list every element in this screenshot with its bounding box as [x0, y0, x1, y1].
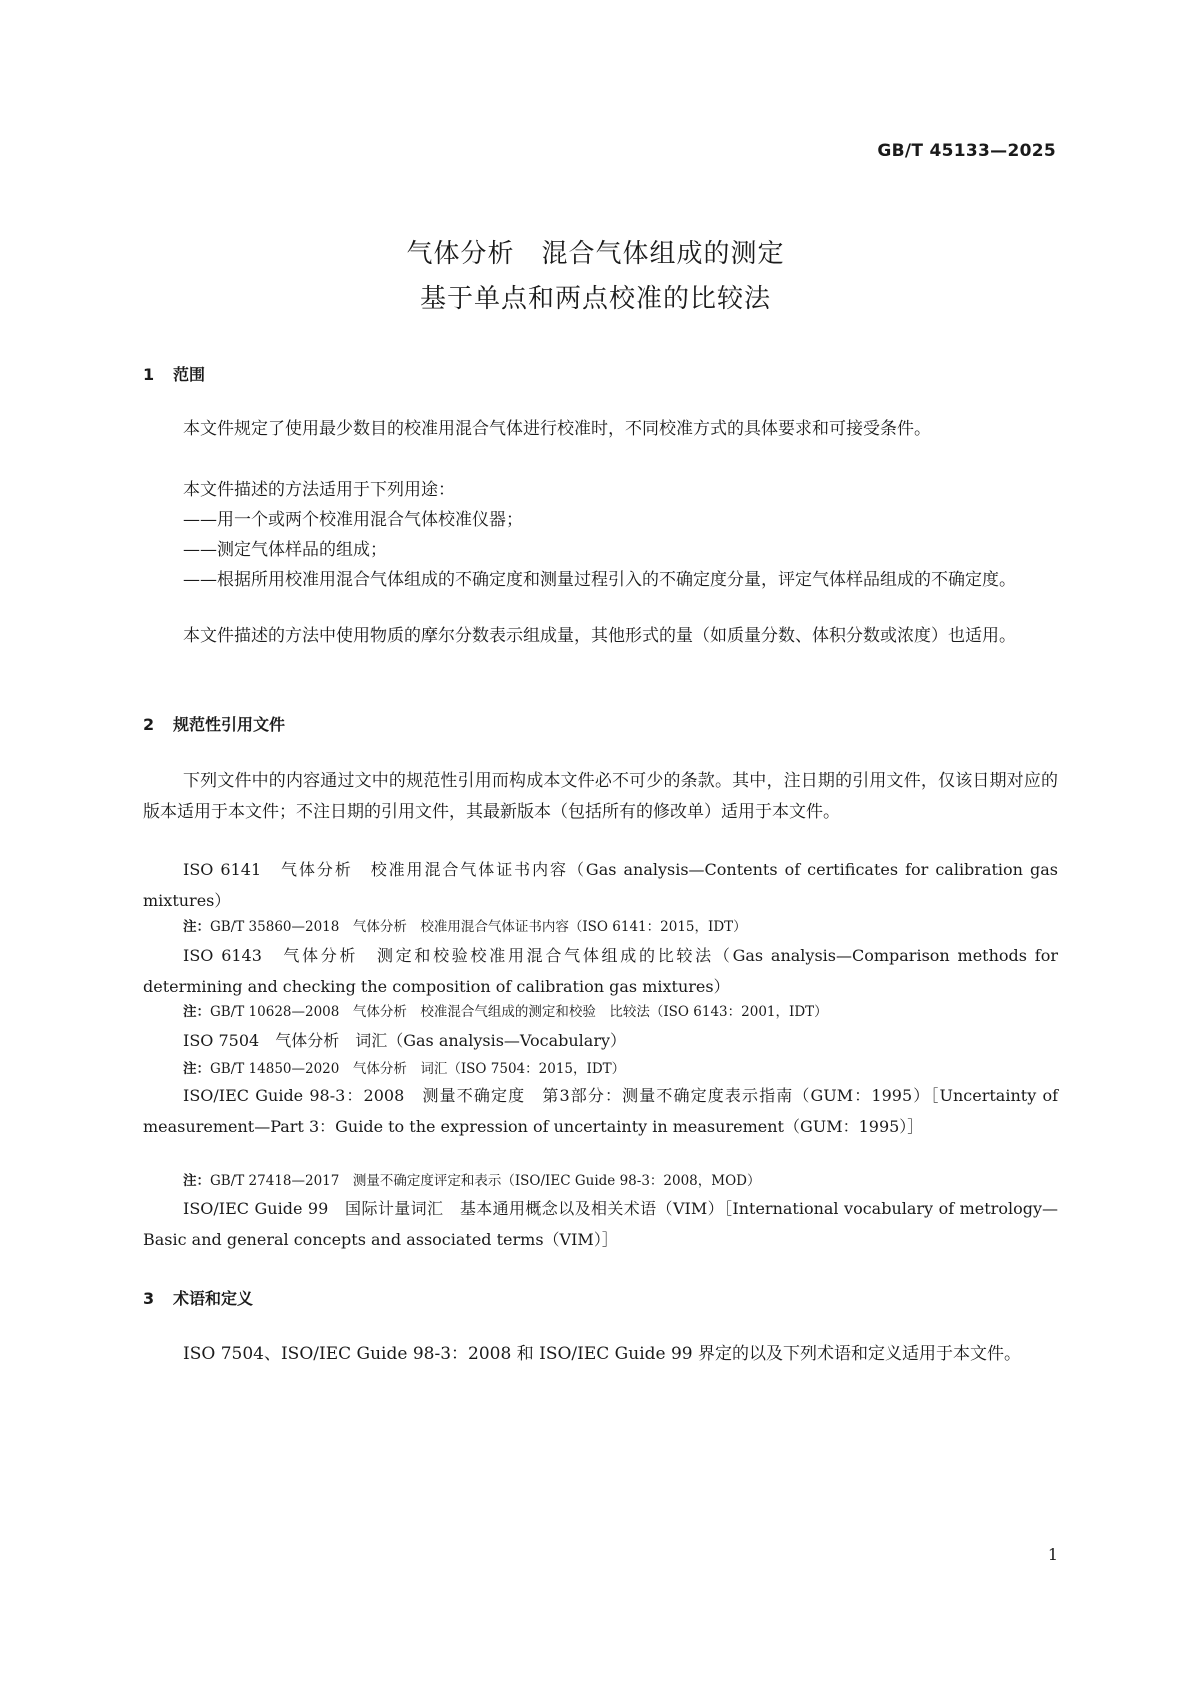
note-label: 注： [183, 919, 210, 935]
standard-code: GB/T 45133—2025 [877, 141, 1056, 161]
section-title: 术语和定义 [173, 1289, 254, 1308]
section-3-heading [143, 1286, 253, 1309]
section-1-paragraph-1: 本文件规定了使用最少数目的校准用混合气体进行校准时，不同校准方式的具体要求和可接受条件。 [183, 419, 931, 439]
list-item: ——测定气体样品的组成； [183, 540, 387, 560]
section-1-paragraph-3: 本文件描述的方法中使用物质的摩尔分数表示组成量，其他形式的量（如质量分数、体积分数或浓度）也适用。 [183, 626, 1016, 646]
section-number: 3 [143, 1289, 155, 1308]
reference-note [183, 916, 747, 938]
note-label: 注： [183, 1061, 210, 1077]
page-number: 1 [1047, 1545, 1058, 1564]
reference-entry: ISO 7504 气体分析 词汇（Gas analysis—Vocabulary） [183, 1031, 627, 1050]
note-label: 注： [183, 1004, 210, 1020]
note-text: GB/T 27418—2017 测量不确定度评定和表示（ISO/IEC Guide 98-3：2008，MOD） [210, 1173, 761, 1189]
list-item: ——根据所用校准用混合气体组成的不确定度和测量过程引入的不确定度分量，评定气体样品组成的不确定度。 [183, 570, 1016, 590]
section-2-heading [143, 712, 285, 735]
note-label: 注： [183, 1173, 210, 1189]
section-2-paragraph-1: 下列文件中的内容通过文中的规范性引用而构成本文件必不可少的条款。其中，注日期的引用文件，仅该日期对应的版本适用于本文件；不注日期的引用文件，其最新版本（包括所有的修改单）适用于本文件。 [143, 771, 1058, 822]
reference-note [183, 1001, 828, 1023]
section-title: 范围 [173, 365, 206, 384]
note-text: GB/T 35860—2018 气体分析 校准用混合气体证书内容（ISO 6141：2015，IDT） [210, 919, 747, 935]
section-3-paragraph-1: ISO 7504、ISO/IEC Guide 98-3：2008 和 ISO/IEC Guide 99 界定的以及下列术语和定义适用于本文件。 [183, 1344, 1022, 1364]
reference-entry: ISO/IEC Guide 98-3：2008 测量不确定度 第3部分：测量不确定度表示指南（GUM：1995）［Uncertainty of measurement—Part 3：Guide to the expression of uncertainty in measurement（GUM：1995）］ [143, 1086, 1058, 1136]
reference-note [183, 1170, 760, 1192]
reference-note [183, 1058, 625, 1080]
section-1-heading [143, 362, 205, 385]
reference-entry: ISO/IEC Guide 99 国际计量词汇 基本通用概念以及相关术语（VIM）［International vocabulary of metrology—Basic and general concepts and associated terms（VIM）］ [143, 1199, 1058, 1249]
document-title [0, 232, 1191, 322]
list-item: ——用一个或两个校准用混合气体校准仪器； [183, 510, 523, 530]
section-number: 2 [143, 715, 155, 734]
section-title: 规范性引用文件 [173, 715, 286, 734]
section-number: 1 [143, 365, 155, 384]
title-line-1: 气体分析 混合气体组成的测定 [406, 239, 785, 269]
note-text: GB/T 10628—2008 气体分析 校准混合气组成的测定和校验 比较法（ISO 6143：2001，IDT） [210, 1004, 828, 1020]
title-line-2: 基于单点和两点校准的比较法 [419, 284, 771, 314]
reference-entry: ISO 6143 气体分析 测定和校验校准用混合气体组成的比较法（Gas analysis—Comparison methods for determining and checking the composition of calibration gas mixtures） [143, 946, 1058, 996]
section-1-paragraph-2: 本文件描述的方法适用于下列用途： [183, 480, 455, 500]
reference-entry: ISO 6141 气体分析 校准用混合气体证书内容（Gas analysis—Contents of certificates for calibration gas mixtures） [143, 860, 1058, 910]
note-text: GB/T 14850—2020 气体分析 词汇（ISO 7504：2015，IDT） [210, 1061, 626, 1077]
